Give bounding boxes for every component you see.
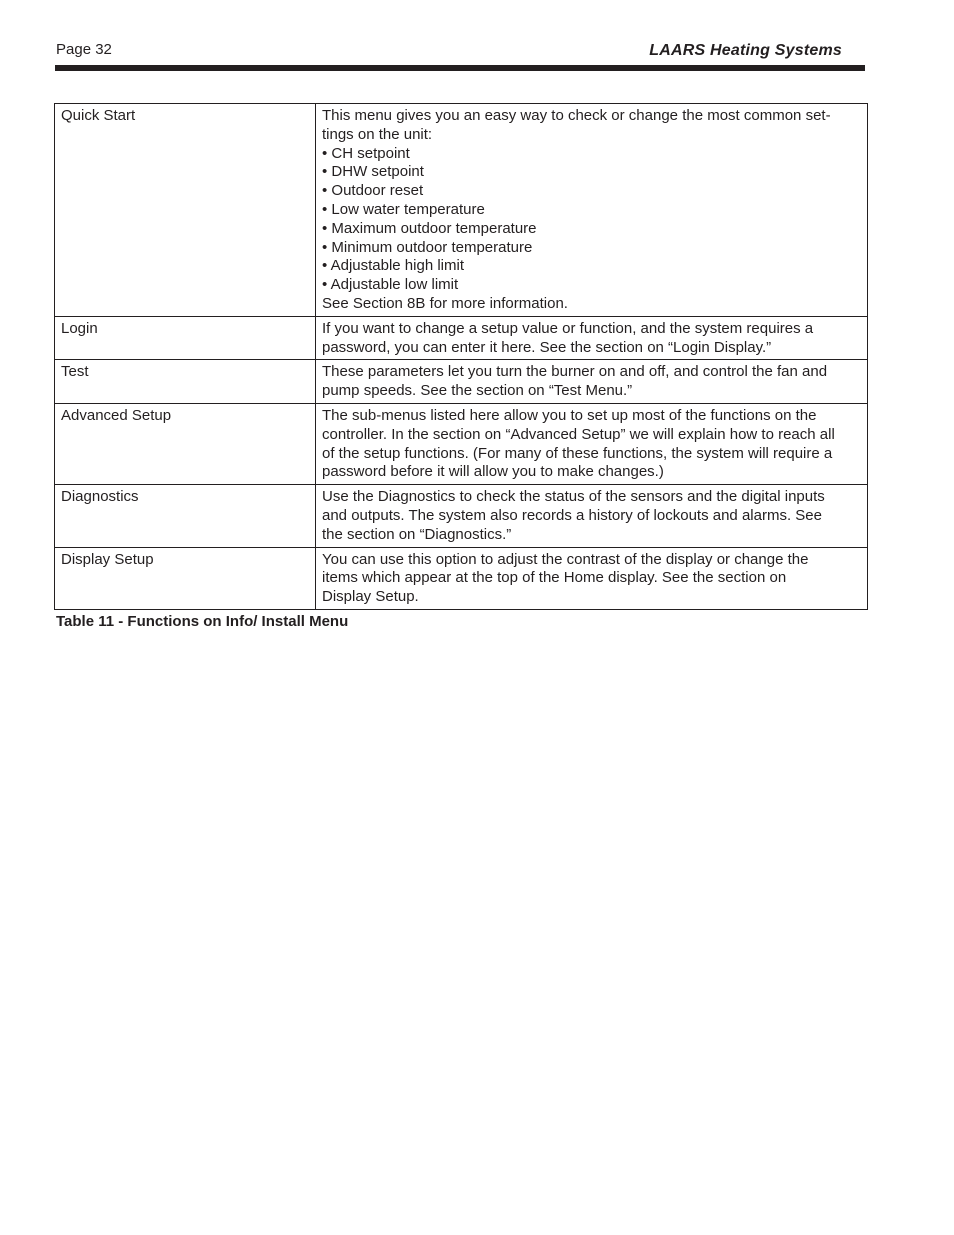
description-line: If you want to change a setup value or function, and the system requires a <box>322 319 814 337</box>
function-description-cell <box>316 104 868 317</box>
function-description-cell <box>316 403 868 484</box>
function-name-cell: Login <box>55 316 316 360</box>
description-line: controller. In the section on “Advanced Setup” we will explain how to reach all <box>322 425 835 443</box>
description-line: and outputs. The system also records a history of lockouts and alarms. See <box>322 506 822 524</box>
function-description-cell <box>316 485 868 547</box>
description-line: the section on “Diagnostics.” <box>322 525 512 543</box>
description-line: The sub-menus listed here allow you to set up most of the functions on the <box>322 406 817 424</box>
table-row <box>55 316 868 360</box>
brand-title: LAARS Heating Systems <box>649 42 842 59</box>
description-line: • Low water temperature <box>322 200 485 218</box>
description-line: • Minimum outdoor temperature <box>322 238 533 256</box>
table-row <box>55 485 868 547</box>
description-line: You can use this option to adjust the contrast of the display or change the <box>322 550 809 568</box>
function-name-cell: Diagnostics <box>55 485 316 547</box>
table-row <box>55 360 868 404</box>
functions-table-body <box>55 104 868 610</box>
description-line: • Adjustable high limit <box>322 257 464 275</box>
description-line: password, you can enter it here. See the section on “Login Display.” <box>322 338 772 356</box>
description-line: items which appear at the top of the Home display. See the section on <box>322 569 787 587</box>
table-caption: Table 11 - Functions on Info/ Install Menu <box>56 613 349 630</box>
header-rule <box>55 65 865 71</box>
table-row <box>55 547 868 609</box>
functions-table <box>54 103 868 610</box>
function-name-cell: Display Setup <box>55 547 316 609</box>
function-description-cell <box>316 547 868 609</box>
description-line: Use the Diagnostics to check the status of the sensors and the digital inputs <box>322 488 825 506</box>
table-row <box>55 104 868 317</box>
description-line: This menu gives you an easy way to check or change the most common set- <box>322 107 831 124</box>
function-name-cell: Advanced Setup <box>55 403 316 484</box>
description-line: Display Setup. <box>322 588 419 606</box>
description-line: tings on the unit: <box>322 125 433 143</box>
function-description-cell <box>316 360 868 404</box>
function-name-cell: Test <box>55 360 316 404</box>
description-line: • Outdoor reset <box>322 182 424 200</box>
description-line: • CH setpoint <box>322 144 410 162</box>
table-row <box>55 403 868 484</box>
page-number: Page 32 <box>56 41 112 58</box>
description-line: These parameters let you turn the burner on and off, and control the fan and <box>322 363 828 381</box>
description-line: See Section 8B for more information. <box>322 294 568 312</box>
description-line: • Maximum outdoor temperature <box>322 219 537 237</box>
description-line: password before it will allow you to make changes.) <box>322 463 664 481</box>
description-line: of the setup functions. (For many of these functions, the system will require a <box>322 444 833 462</box>
function-name-cell: Quick Start <box>55 104 316 317</box>
description-line: • Adjustable low limit <box>322 276 459 294</box>
description-line: pump speeds. See the section on “Test Menu.” <box>322 382 633 400</box>
description-line: • DHW setpoint <box>322 163 424 181</box>
function-description-cell <box>316 316 868 360</box>
